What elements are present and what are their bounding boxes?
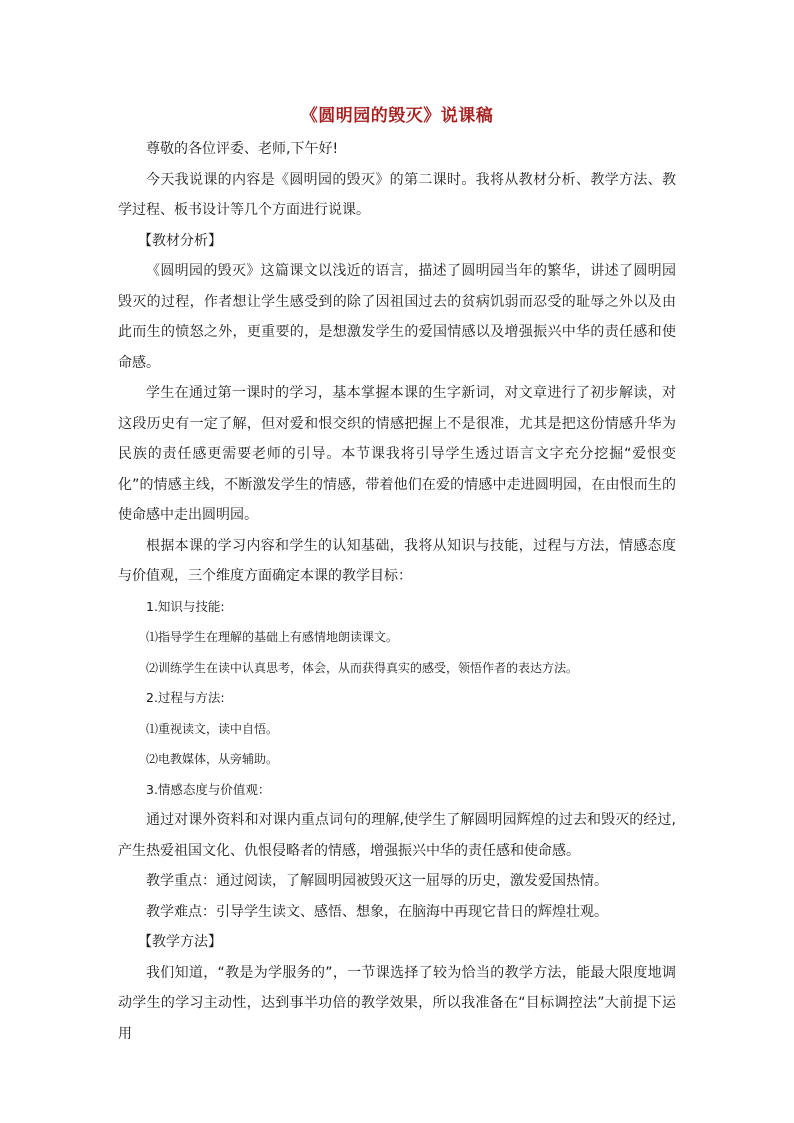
goal-process-item-1: ⑴重视读文，读中自悟。: [146, 721, 279, 736]
document-title: 《圆明园的毁灭》说课稿: [300, 106, 494, 126]
goal-process-method: 2.过程与方法:: [146, 690, 225, 705]
analysis-paragraph-2: 学生在通过第一课时的学习，基本掌握本课的生字新词，对文章进行了初步解读，对这段历史有一定了解，但对爱和恨交织的情感把握上不是很准，尤其是把这份情感升华为民族的责任感更需要老师的引导。本节课我将引导学生透过语言文字充分挖掘“爱恨变化”的情感主线，不断激发学生的情感，带着他们在爱的情感中走进圆明园，在由恨而生的使命感中走出圆明园。: [118, 385, 676, 523]
teaching-keypoint: 教学重点：通过阅读，了解圆明园被毁灭这一屈辱的历史，激发爱国热情。: [146, 873, 608, 889]
analysis-paragraph-3: 根据本课的学习内容和学生的认知基础，我将从知识与技能，过程与方法，情感态度与价值观，三个维度方面确定本课的教学目标：: [118, 537, 676, 584]
goal-emotion-text: 通过对课外资料和对课内重点词句的理解,使学生了解圆明园辉煌的过去和毁灭的经过,产生热爱祖国文化、仇恨侵略者的情感，增强振兴中华的责任感和使命感。: [118, 812, 676, 859]
goal-process-item-2: ⑵电教媒体，从旁辅助。: [146, 752, 279, 766]
document-body: [118, 102, 676, 1049]
goal-knowledge-skills: 1.知识与技能:: [146, 598, 225, 614]
analysis-paragraph-1: 《圆明园的毁灭》这篇课文以浅近的语言，描述了圆明园当年的繁华，讲述了圆明园毁灭的过程，作者想让学生感受到的除了因祖国过去的贫病饥弱而忍受的耻辱之外以及由此而生的愤怒之外，更重要的，是想激发学生的爱国情感以及增强振兴中华的责任感和使命感。: [118, 263, 676, 371]
section-heading-material-analysis: 【教材分析】: [138, 232, 222, 249]
method-paragraph-1: 我们知道，“教是为学服务的”，一节课选择了较为恰当的教学方法，能最大限度地调动学生的学习主动性，达到事半功倍的教学效果，所以我准备在“目标调控法”大前提下运用: [118, 964, 676, 1042]
greeting-paragraph: 尊敬的各位评委、老师,下午好!: [146, 141, 339, 157]
intro-paragraph: 今天我说课的内容是《圆明园的毁灭》的第二课时。我将从教材分析、教学方法、教学过程、板书设计等几个方面进行说课。: [118, 171, 676, 218]
section-heading-teaching-method: 【教学方法】: [138, 934, 222, 950]
goal-emotion-values: 3.情感态度与价值观：: [146, 781, 271, 797]
teaching-difficulty: 教学难点：引导学生读文、感悟、想象，在脑海中再现它昔日的辉煌壮观。: [146, 903, 608, 920]
goal-knowledge-item-2: ⑵训练学生在读中认真思考，体会，从而获得真实的感受，领悟作者的表达方法。: [146, 660, 579, 675]
goal-knowledge-item-1: ⑴指导学生在理解的基础上有感情地朗读课文。: [146, 630, 399, 644]
